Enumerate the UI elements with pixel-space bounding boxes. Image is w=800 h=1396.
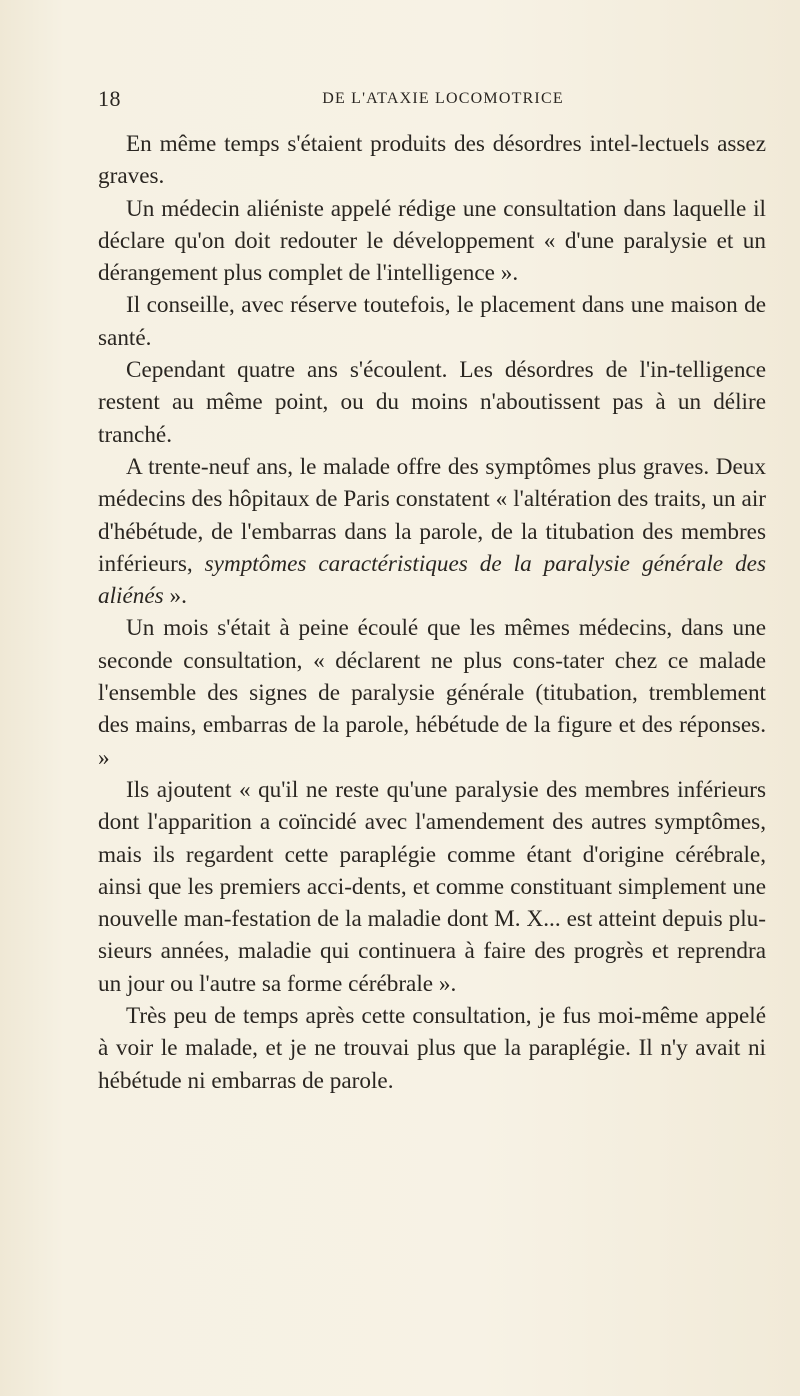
body-text [98,128,766,1097]
paragraph [98,451,766,612]
paragraph: Un mois s'était à peine écoulé que les mêmes médecins, dans une seconde consultation, « déclarent ne plus cons-tater chez ce malade l'ensemble des signes de paralysie générale (titubation, tremblement des mains, embarras de la parole, hébétude de la figure et des réponses. » [98,615,766,771]
paragraph: En même temps s'étaient produits des désordres intel-lectuels assez graves. [98,131,766,190]
italic-quote: symptômes caractéristiques de la paralysie générale des aliénés [98,550,766,610]
page-number: 18 [98,86,121,111]
running-title: DE L'ATAXIE LOCOMOTRICE [322,90,564,107]
paragraph-text: A trente-neuf ans, le malade offre des symptômes plus graves. Deux médecins des hôpitaux de Paris constatent « l'altération des traits, un air d'hébétude, de l'embarras dans la parole, de la titubation des membres inférieurs, [98,453,766,577]
paragraph-text: ». [163,583,187,610]
paragraph: Ils ajoutent « qu'il ne reste qu'une paralysie des membres inférieurs dont l'apparition a coïncidé avec l'amendement des autres symptômes, mais ils regardent cette paraplégie comme étant d'origine cérébrale, ainsi que les premiers acci-dents, et comme constituant simplement une nouvelle man-festation de la maladie dont M. X... est atteint depuis plu-sieurs années, maladie qui continuera à faire des progrès et reprendra un jour ou l'autre sa forme cérébrale ». [98,776,766,997]
paragraph: Cependant quatre ans s'écoulent. Les désordres de l'in-telligence restent au même point, ou du moins n'aboutissent pas à un délire tranché. [98,357,766,448]
paragraph: Un médecin aliéniste appelé rédige une consultation dans laquelle il déclare qu'on doit redouter le développement « d'une paralysie et un dérangement plus complet de l'intelligence ». [98,195,766,287]
paragraph: Il conseille, avec réserve toutefois, le placement dans une maison de santé. [98,292,766,351]
paragraph: Très peu de temps après cette consultation, je fus moi-même appelé à voir le malade, et je ne trouvai plus que la paraplégie. Il n'y avait ni hébétude ni embarras de parole. [98,1003,766,1094]
page-header [98,86,768,116]
